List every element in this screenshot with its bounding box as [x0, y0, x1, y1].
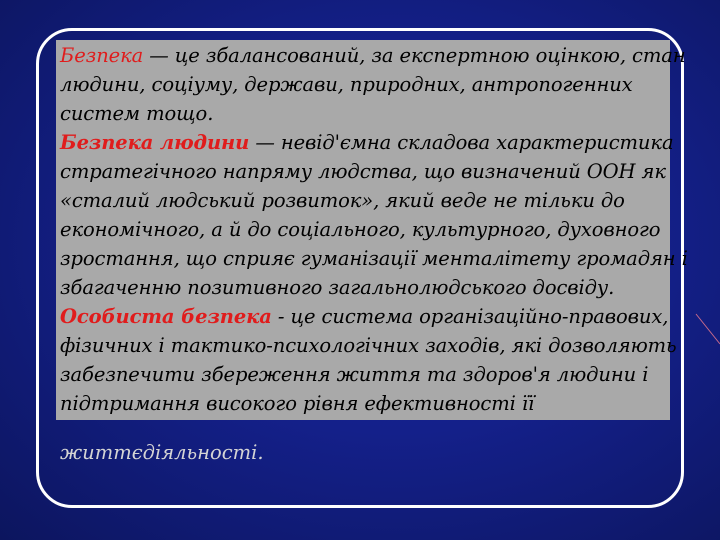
para1-line3: систем тощо.: [60, 102, 214, 125]
para2-line3: «сталий людський розвиток», який веде не тільки до: [60, 189, 625, 212]
decorative-line: [690, 300, 720, 360]
para2-line4: економічного, а й до соціального, культурного, духовного: [60, 218, 661, 241]
slide-text: [60, 41, 688, 418]
para3-line1: Особиста безпека - це система організаційно-правових,: [60, 305, 669, 328]
para3-line2: фізичних і тактико-психологічних заходів, які дозволяють: [60, 334, 677, 357]
tail-text: життєдіяльності.: [60, 441, 264, 464]
para2-line2: стратегічного напряму людства, що визначений ООН як: [60, 160, 666, 183]
para2-line6: збагаченню позитивного загальнолюдського досвіду.: [60, 276, 615, 299]
para2-line1: Безпека людини — невід'ємна складова характеристика: [60, 131, 674, 154]
para3-line4: підтримання високого рівня ефективності її: [60, 392, 535, 415]
term-bezpeka: Безпека: [60, 44, 144, 67]
para1-line1: Безпека — це збалансований, за експертною оцінкою, стан: [60, 44, 686, 67]
term-osobysta-bezpeka: Особиста безпека: [60, 305, 272, 328]
para3-line3: забезпечити збереження життя та здоров'я людини і: [60, 363, 649, 386]
para2-line5: зростання, що сприяє гуманізації менталітету громадян і: [60, 247, 688, 270]
para1-line2: людини, соціуму, держави, природних, антропогенних: [60, 73, 633, 96]
term-bezpeka-liudyny: Безпека людини: [60, 131, 250, 154]
